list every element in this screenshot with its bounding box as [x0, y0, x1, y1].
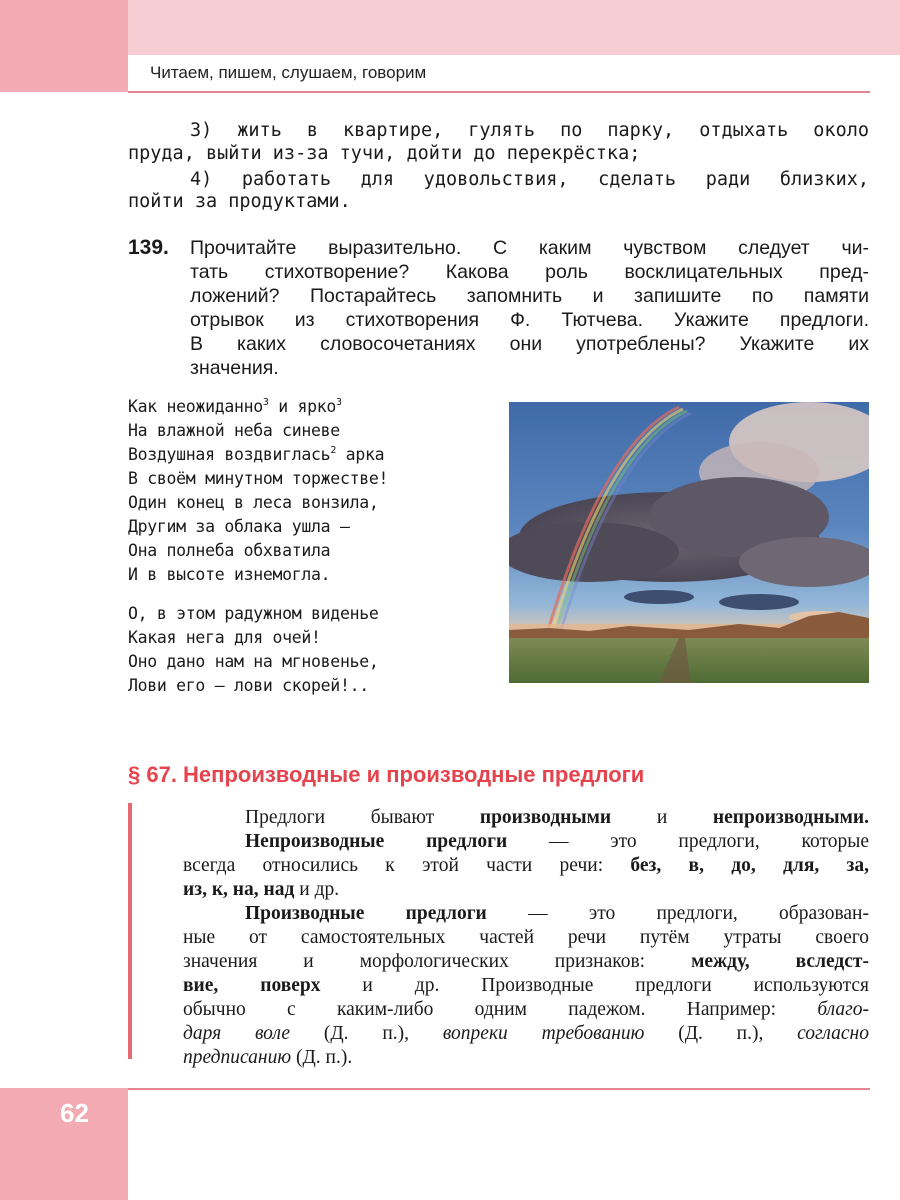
rule-text-line: вие, поверх и др. Производные предлоги используются: [183, 975, 869, 996]
poem-line: Как неожиданно$^3$ и ярко$^3$: [128, 397, 342, 416]
rule-text-line: ные от самостоятельных частей речи путём утраты своего: [183, 927, 869, 948]
rule-text-line: значения и морфологических признаков: между, вследст-: [183, 951, 870, 972]
header-divider: [128, 91, 870, 93]
poem-line: И в высоте изнемогла.: [128, 565, 331, 584]
poem-line: На влажной неба синеве: [128, 421, 340, 440]
running-header: Читаем, пишем, слушаем, говорим: [150, 63, 427, 82]
poem-line: Другим за облака ушла —: [128, 517, 350, 536]
poem-line: Она полнеба обхватила: [128, 541, 331, 560]
rule-box-bar: [128, 803, 132, 1059]
page-corner-band: [0, 0, 128, 92]
list-item-3-line-2: пруда, выйти из-за тучи, дойти до перекрёстка;: [128, 143, 641, 164]
rule-text-line: даря воле (Д. п.), вопреки требованию (Д. п.), согласно: [183, 1023, 869, 1044]
task-text-line: отрывок из стихотворения Ф. Тютчева. Укажите предлоги.: [190, 309, 869, 331]
poem-line: Один конец в леса вонзила,: [128, 493, 379, 512]
rule-text-line: предписанию (Д. п.).: [183, 1047, 353, 1068]
poem-line: О, в этом радужном виденье: [128, 604, 379, 623]
rule-text-line: Непроизводные предлоги — это предлоги, которые: [245, 831, 869, 852]
rule-text-line: Предлоги бывают производными и непроизводными.: [245, 807, 870, 828]
rule-text-line: Производные предлоги — это предлоги, образован-: [245, 903, 869, 924]
task-text-line: Прочитайте выразительно. С каким чувством следует чи-: [190, 237, 869, 259]
page-number: 62: [60, 1098, 89, 1128]
rainbow-landscape-photo: [509, 402, 869, 683]
section-heading: § 67. Непроизводные и производные предлоги: [128, 762, 645, 787]
poem-line: Воздушная воздвиглась$^2$ арка: [128, 445, 385, 464]
poem-line: В своём минутном торжестве!: [128, 469, 389, 488]
task-text-line: В каких словосочетаниях они употреблены? Укажите их: [190, 333, 869, 355]
task-text-line: ложений? Постарайтесь запомнить и запишите по памяти: [190, 285, 869, 307]
list-item-4-line-1: 4) работать для удовольствия, сделать ради близких,: [190, 169, 869, 190]
list-item-4-line-2: пойти за продуктами.: [128, 191, 351, 212]
poem-line: Оно дано нам на мгновенье,: [128, 652, 379, 671]
list-item-3-line-1: 3) жить в квартире, гулять по парку, отдыхать около: [190, 120, 869, 141]
task-text-line: тать стихотворение? Какова роль восклицательных пред-: [190, 261, 869, 283]
rule-text-line: всегда относились к этой части речи: без, в, до, для, за,: [183, 855, 869, 876]
rule-text-line: из, к, на, над и др.: [183, 879, 340, 900]
poem-line: Лови его — лови скорей!..: [128, 676, 369, 695]
rule-text-line: обычно с каким-либо одним падежом. Например: благо-: [183, 999, 869, 1020]
poem-line: Какая нега для очей!: [128, 628, 321, 647]
task-number: 139.: [128, 236, 169, 259]
page-top-band: [128, 0, 900, 55]
footer-divider: [128, 1088, 870, 1090]
task-text-line: значения.: [190, 357, 279, 379]
